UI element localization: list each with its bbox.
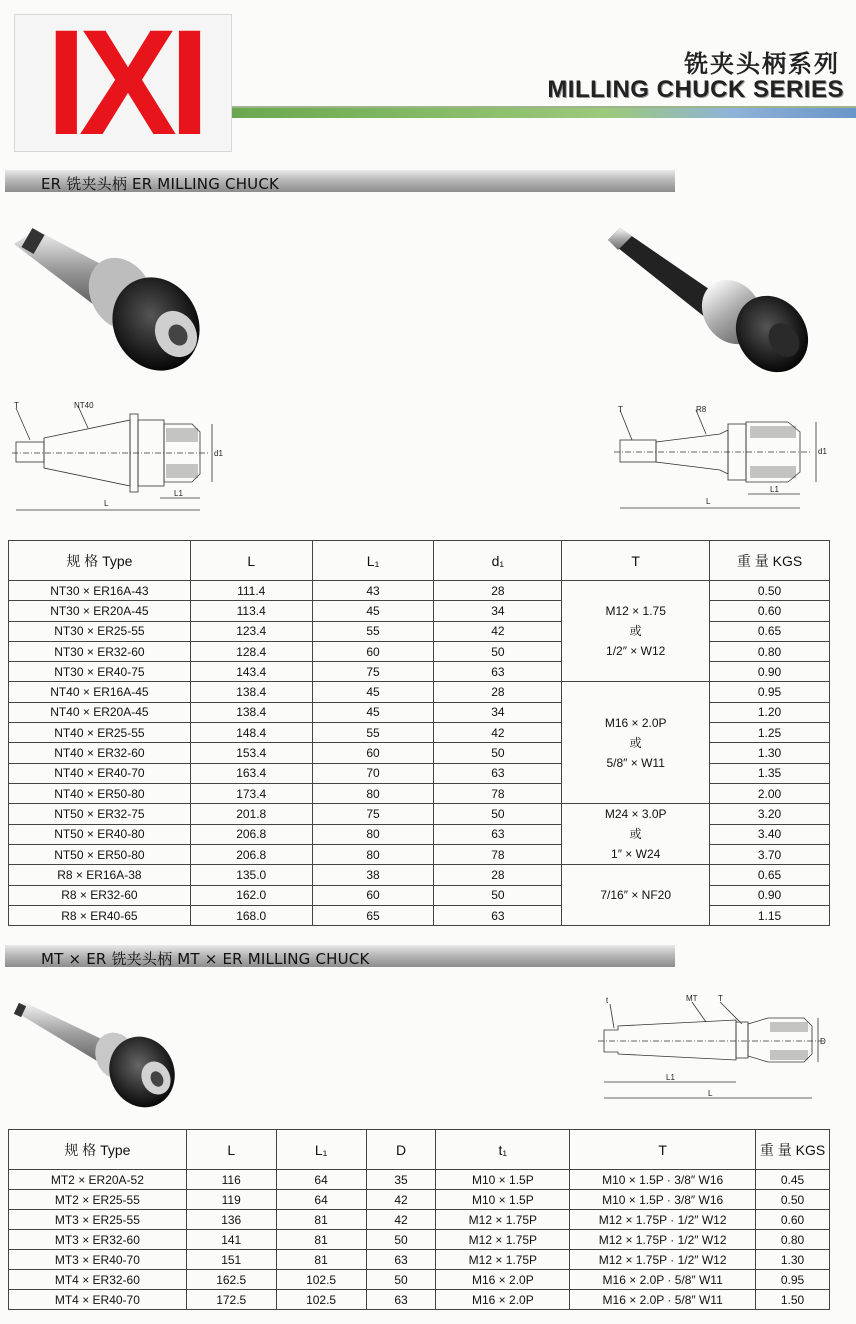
cell-weight: 1.25 — [710, 723, 830, 743]
cell-weight: 3.70 — [710, 844, 830, 864]
cell-l1: 102.5 — [276, 1270, 366, 1290]
cell-type: NT30 × ER25-55 — [9, 621, 191, 641]
thread-spec-line: 1″ × W24 — [611, 847, 661, 862]
cell-weight: 0.95 — [710, 682, 830, 702]
cell-weight: 0.50 — [710, 581, 830, 601]
mt-technical-drawing — [596, 994, 836, 1104]
drawing-label-d: D — [820, 1037, 826, 1046]
thread-spec-line: 1/2″ × W12 — [606, 644, 666, 659]
brand-logo — [14, 0, 232, 166]
page-title-cn: 铣夹头柄系列 — [684, 50, 840, 78]
cell-d1: 50 — [434, 804, 562, 824]
cell-l: 119 — [186, 1190, 276, 1210]
cell-t-group — [562, 865, 710, 926]
cell-l1: 55 — [312, 723, 434, 743]
cell-weight: 3.40 — [710, 824, 830, 844]
cell-type: NT40 × ER25-55 — [9, 723, 191, 743]
cell-l: 136 — [186, 1210, 276, 1230]
cell-l: 148.4 — [190, 723, 312, 743]
cell-weight: 1.15 — [710, 905, 830, 925]
cell-weight: 0.60 — [710, 601, 830, 621]
cell-type: NT30 × ER40-75 — [9, 662, 191, 682]
cell-weight: 2.00 — [710, 783, 830, 803]
cell-type: MT2 × ER20A-52 — [9, 1170, 187, 1190]
cell-d: 42 — [366, 1210, 436, 1230]
cell-d1: 63 — [434, 662, 562, 682]
nt40-technical-drawing — [8, 398, 230, 512]
cell-type: MT3 × ER25-55 — [9, 1210, 187, 1230]
cell-weight: 0.60 — [756, 1210, 830, 1230]
cell-type: NT40 × ER20A-45 — [9, 702, 191, 722]
cell-l1: 81 — [276, 1250, 366, 1270]
cell-d1: 63 — [434, 763, 562, 783]
table-row — [9, 682, 830, 702]
cell-type: NT50 × ER40-80 — [9, 824, 191, 844]
cell-type: NT30 × ER20A-45 — [9, 601, 191, 621]
cell-l1: 75 — [312, 662, 434, 682]
cell-weight: 0.45 — [756, 1170, 830, 1190]
cell-type: NT40 × ER32-60 — [9, 743, 191, 763]
cell-l1: 70 — [312, 763, 434, 783]
nt-er-chuck-photo — [6, 222, 206, 382]
cell-l1: 55 — [312, 621, 434, 641]
col-header-t1: t₁ — [436, 1130, 570, 1170]
cell-t-group — [562, 804, 710, 865]
cell-weight: 1.30 — [710, 743, 830, 763]
drawing-label-t: T — [718, 994, 723, 1003]
cell-type: MT2 × ER25-55 — [9, 1190, 187, 1210]
table-row — [9, 1190, 830, 1210]
cell-t1: M10 × 1.5P — [436, 1190, 570, 1210]
cell-l: 163.4 — [190, 763, 312, 783]
drawing-label-r8: R8 — [696, 405, 707, 414]
cell-l1: 102.5 — [276, 1290, 366, 1310]
drawing-label-t: T — [618, 405, 623, 414]
drawing-label-d1: d1 — [214, 449, 223, 458]
drawing-label-l: L — [706, 497, 711, 506]
cell-l1: 45 — [312, 601, 434, 621]
cell-l: 113.4 — [190, 601, 312, 621]
cell-l: 162.0 — [190, 885, 312, 905]
cell-l: 153.4 — [190, 743, 312, 763]
cell-l1: 38 — [312, 865, 434, 885]
thread-spec-line: M12 × 1.75 — [605, 604, 666, 619]
cell-l: 172.5 — [186, 1290, 276, 1310]
cell-t1: M16 × 2.0P — [436, 1270, 570, 1290]
cell-t: M16 × 2.0P · 5/8″ W11 — [570, 1290, 756, 1310]
cell-d1: 50 — [434, 743, 562, 763]
col-header-d1: d₁ — [434, 541, 562, 581]
thread-spec-line: 或 — [629, 827, 642, 842]
cell-l1: 80 — [312, 783, 434, 803]
er-chuck-spec-table — [8, 540, 830, 926]
brand-logo-text: IXI — [45, 0, 203, 166]
cell-d1: 42 — [434, 723, 562, 743]
cell-d1: 78 — [434, 844, 562, 864]
cell-l: 138.4 — [190, 682, 312, 702]
cell-l: 141 — [186, 1230, 276, 1250]
cell-type: NT40 × ER40-70 — [9, 763, 191, 783]
cell-l1: 81 — [276, 1210, 366, 1230]
col-header-type: 规 格 Type — [9, 541, 191, 581]
cell-l: 168.0 — [190, 905, 312, 925]
cell-d1: 63 — [434, 824, 562, 844]
cell-l1: 75 — [312, 804, 434, 824]
cell-d: 50 — [366, 1230, 436, 1250]
cell-l: 135.0 — [190, 865, 312, 885]
cell-l1: 65 — [312, 905, 434, 925]
mt-er-chuck-spec-table — [8, 1129, 830, 1310]
cell-type: NT40 × ER16A-45 — [9, 682, 191, 702]
cell-d: 42 — [366, 1190, 436, 1210]
col-header-weight: 重 量 KGS — [756, 1130, 830, 1170]
section-bar-er — [5, 170, 675, 192]
cell-d1: 28 — [434, 581, 562, 601]
cell-weight: 1.20 — [710, 702, 830, 722]
cell-type: MT3 × ER40-70 — [9, 1250, 187, 1270]
thread-spec-line: M16 × 2.0P — [604, 715, 667, 730]
thread-spec-line: 或 — [629, 624, 642, 639]
cell-weight: 0.80 — [710, 641, 830, 661]
table-row — [9, 865, 830, 885]
table-header-row — [9, 1130, 830, 1170]
cell-weight: 1.50 — [756, 1290, 830, 1310]
cell-d: 63 — [366, 1290, 436, 1310]
cell-type: MT4 × ER32-60 — [9, 1270, 187, 1290]
table-row — [9, 581, 830, 601]
cell-weight: 0.50 — [756, 1190, 830, 1210]
thread-spec-line: 5/8″ × W11 — [606, 755, 665, 770]
cell-l1: 81 — [276, 1230, 366, 1250]
cell-weight: 0.90 — [710, 662, 830, 682]
cell-l1: 45 — [312, 682, 434, 702]
cell-t1: M16 × 2.0P — [436, 1290, 570, 1310]
section-bar-mt-er — [5, 945, 675, 967]
cell-d1: 34 — [434, 702, 562, 722]
cell-l: 173.4 — [190, 783, 312, 803]
cell-l: 138.4 — [190, 702, 312, 722]
header-rule — [232, 108, 856, 118]
drawing-label-mt: MT — [686, 994, 698, 1003]
cell-weight: 0.65 — [710, 621, 830, 641]
cell-l1: 64 — [276, 1170, 366, 1190]
drawing-label-l: L — [104, 499, 109, 508]
page-title-en: MILLING CHUCK SERIES — [547, 76, 844, 103]
cell-type: MT4 × ER40-70 — [9, 1290, 187, 1310]
cell-type: R8 × ER40-65 — [9, 905, 191, 925]
col-header-t: T — [570, 1130, 756, 1170]
cell-type: R8 × ER16A-38 — [9, 865, 191, 885]
cell-t: M16 × 2.0P · 5/8″ W11 — [570, 1270, 756, 1290]
cell-t-group — [562, 682, 710, 804]
cell-type: NT50 × ER32-75 — [9, 804, 191, 824]
table-row — [9, 1270, 830, 1290]
thread-spec-line: 7/16″ × NF20 — [600, 888, 671, 903]
cell-weight: 3.20 — [710, 804, 830, 824]
cell-t-group — [562, 581, 710, 682]
cell-l: 201.8 — [190, 804, 312, 824]
table-row — [9, 1170, 830, 1190]
r8-er-chuck-photo — [602, 222, 812, 382]
drawing-label-t: T — [14, 401, 19, 410]
cell-d: 35 — [366, 1170, 436, 1190]
cell-t: M12 × 1.75P · 1/2″ W12 — [570, 1230, 756, 1250]
col-header-l1: L₁ — [276, 1130, 366, 1170]
cell-t: M12 × 1.75P · 1/2″ W12 — [570, 1210, 756, 1230]
cell-type: NT30 × ER16A-43 — [9, 581, 191, 601]
col-header-t: T — [562, 541, 710, 581]
cell-l: 206.8 — [190, 824, 312, 844]
cell-d: 50 — [366, 1270, 436, 1290]
cell-d1: 50 — [434, 885, 562, 905]
cell-type: NT30 × ER32-60 — [9, 641, 191, 661]
cell-l1: 60 — [312, 885, 434, 905]
cell-d1: 34 — [434, 601, 562, 621]
cell-type: NT40 × ER50-80 — [9, 783, 191, 803]
cell-d1: 28 — [434, 865, 562, 885]
cell-weight: 0.95 — [756, 1270, 830, 1290]
table-header-row — [9, 541, 830, 581]
cell-weight: 0.80 — [756, 1230, 830, 1250]
col-header-weight: 重 量 KGS — [710, 541, 830, 581]
r8-technical-drawing — [610, 400, 836, 512]
drawing-label-nt40: NT40 — [74, 401, 94, 410]
col-header-l: L — [190, 541, 312, 581]
cell-d1: 50 — [434, 641, 562, 661]
col-header-l1: L₁ — [312, 541, 434, 581]
cell-t1: M12 × 1.75P — [436, 1250, 570, 1270]
cell-l1: 45 — [312, 702, 434, 722]
cell-t1: M12 × 1.75P — [436, 1230, 570, 1250]
cell-t1: M10 × 1.5P — [436, 1170, 570, 1190]
cell-weight: 0.65 — [710, 865, 830, 885]
cell-l: 151 — [186, 1250, 276, 1270]
cell-l: 128.4 — [190, 641, 312, 661]
drawing-label-d1: d1 — [818, 447, 827, 456]
drawing-label-l1: L1 — [770, 485, 779, 494]
col-header-d: D — [366, 1130, 436, 1170]
drawing-label-l1: L1 — [174, 489, 183, 498]
cell-d: 63 — [366, 1250, 436, 1270]
cell-t: M10 × 1.5P · 3/8″ W16 — [570, 1170, 756, 1190]
thread-spec-line: 或 — [629, 735, 642, 750]
cell-weight: 1.30 — [756, 1250, 830, 1270]
col-header-type: 规 格 Type — [9, 1130, 187, 1170]
cell-l1: 60 — [312, 641, 434, 661]
cell-t: M12 × 1.75P · 1/2″ W12 — [570, 1250, 756, 1270]
drawing-label-t-small: t — [606, 996, 609, 1005]
cell-d1: 42 — [434, 621, 562, 641]
cell-d1: 63 — [434, 905, 562, 925]
drawing-label-l1: L1 — [666, 1073, 675, 1082]
section-title-mt-er: MT × ER 铣夹头柄 MT × ER MILLING CHUCK — [41, 950, 370, 968]
cell-l1: 60 — [312, 743, 434, 763]
cell-type: R8 × ER32-60 — [9, 885, 191, 905]
cell-l1: 80 — [312, 824, 434, 844]
thread-spec-line: M24 × 3.0P — [604, 807, 667, 822]
table-row — [9, 1230, 830, 1250]
cell-weight: 0.90 — [710, 885, 830, 905]
cell-l: 143.4 — [190, 662, 312, 682]
cell-type: MT3 × ER32-60 — [9, 1230, 187, 1250]
table-row — [9, 804, 830, 824]
table-row — [9, 1250, 830, 1270]
table-row — [9, 1290, 830, 1310]
cell-l1: 64 — [276, 1190, 366, 1210]
cell-l1: 80 — [312, 844, 434, 864]
cell-d1: 78 — [434, 783, 562, 803]
cell-t: M10 × 1.5P · 3/8″ W16 — [570, 1190, 756, 1210]
table-row — [9, 1210, 830, 1230]
cell-d1: 28 — [434, 682, 562, 702]
section-title-er: ER 铣夹头柄 ER MILLING CHUCK — [41, 175, 280, 193]
cell-weight: 1.35 — [710, 763, 830, 783]
mt-er-chuck-photo — [12, 998, 178, 1114]
cell-l: 123.4 — [190, 621, 312, 641]
cell-l1: 43 — [312, 581, 434, 601]
cell-t1: M12 × 1.75P — [436, 1210, 570, 1230]
drawing-label-l: L — [708, 1089, 713, 1098]
cell-type: NT50 × ER50-80 — [9, 844, 191, 864]
cell-l: 162.5 — [186, 1270, 276, 1290]
cell-l: 116 — [186, 1170, 276, 1190]
cell-l: 206.8 — [190, 844, 312, 864]
cell-l: 111.4 — [190, 581, 312, 601]
col-header-l: L — [186, 1130, 276, 1170]
